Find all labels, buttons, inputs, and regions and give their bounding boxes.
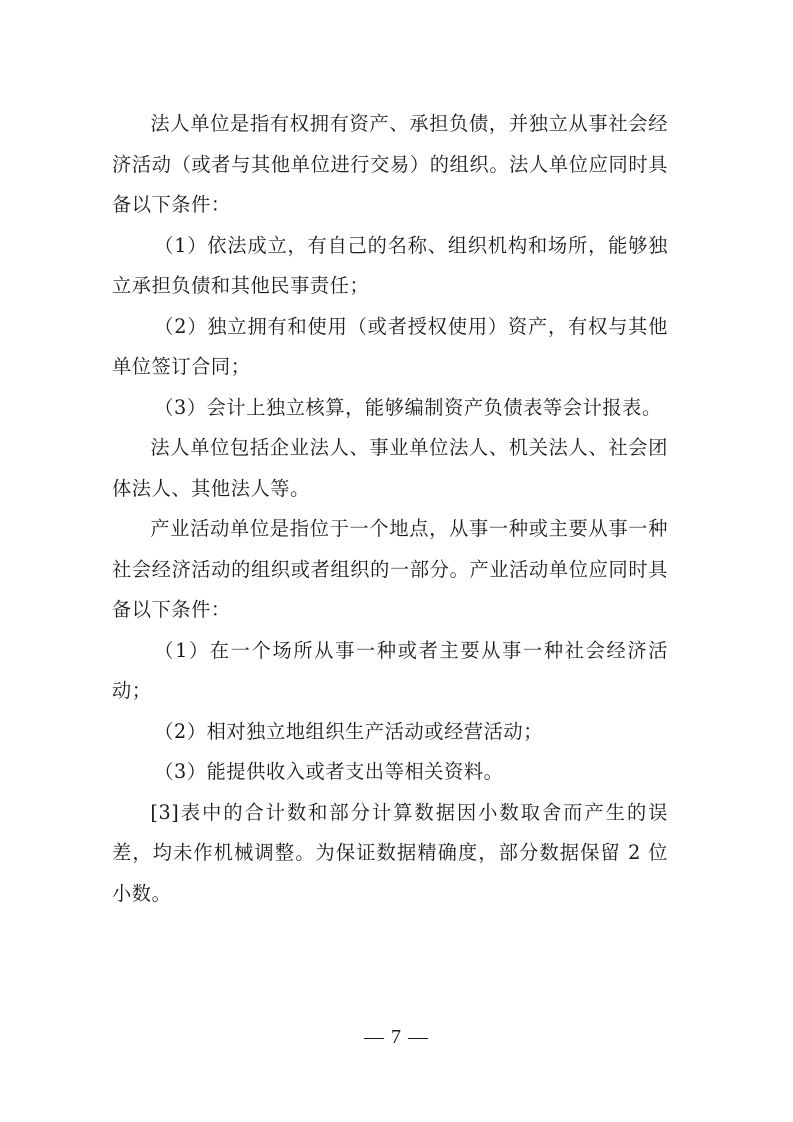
paragraph-industry-condition-3: （3）能提供收入或者支出等相关资料。 xyxy=(154,760,504,783)
document-body xyxy=(112,104,668,914)
paragraph-legal-condition-2: （2）独立拥有和使用（或者授权使用）资产，有权与其他单位签订合同； xyxy=(112,314,668,378)
paragraph-legal-entity-types: 法人单位包括企业法人、事业单位法人、机关法人、社会团体法人、其他法人等。 xyxy=(112,436,668,500)
page-number: — 7 — xyxy=(364,1026,429,1048)
paragraph-industry-unit-definition: 产业活动单位是指位于一个地点，从事一种或主要从事一种社会经济活动的组织或者组织的一部分。产业活动单位应同时具备以下条件： xyxy=(112,517,668,621)
paragraph-legal-condition-3: （3）会计上独立核算，能够编制资产负债表等会计报表。 xyxy=(154,395,662,419)
paragraph-legal-entity-definition: 法人单位是指有权拥有资产、承担负债，并独立从事社会经济活动（或者与其他单位进行交易）的组织。法人单位应同时具备以下条件： xyxy=(112,112,668,216)
paragraph-legal-condition-1: （1）依法成立，有自己的名称、组织机构和场所，能够独立承担负债和其他民事责任； xyxy=(112,233,668,297)
paragraph-note-3: [3]表中的合计数和部分计算数据因小数取舍而产生的误差，均未作机械调整。为保证数据精确度，部分数据保留 2 位小数。 xyxy=(112,800,668,905)
paragraph-industry-condition-2: （2）相对独立地组织生产活动或经营活动； xyxy=(154,719,544,743)
paragraph-industry-condition-1: （1）在一个场所从事一种或者主要从事一种社会经济活动； xyxy=(112,638,668,702)
